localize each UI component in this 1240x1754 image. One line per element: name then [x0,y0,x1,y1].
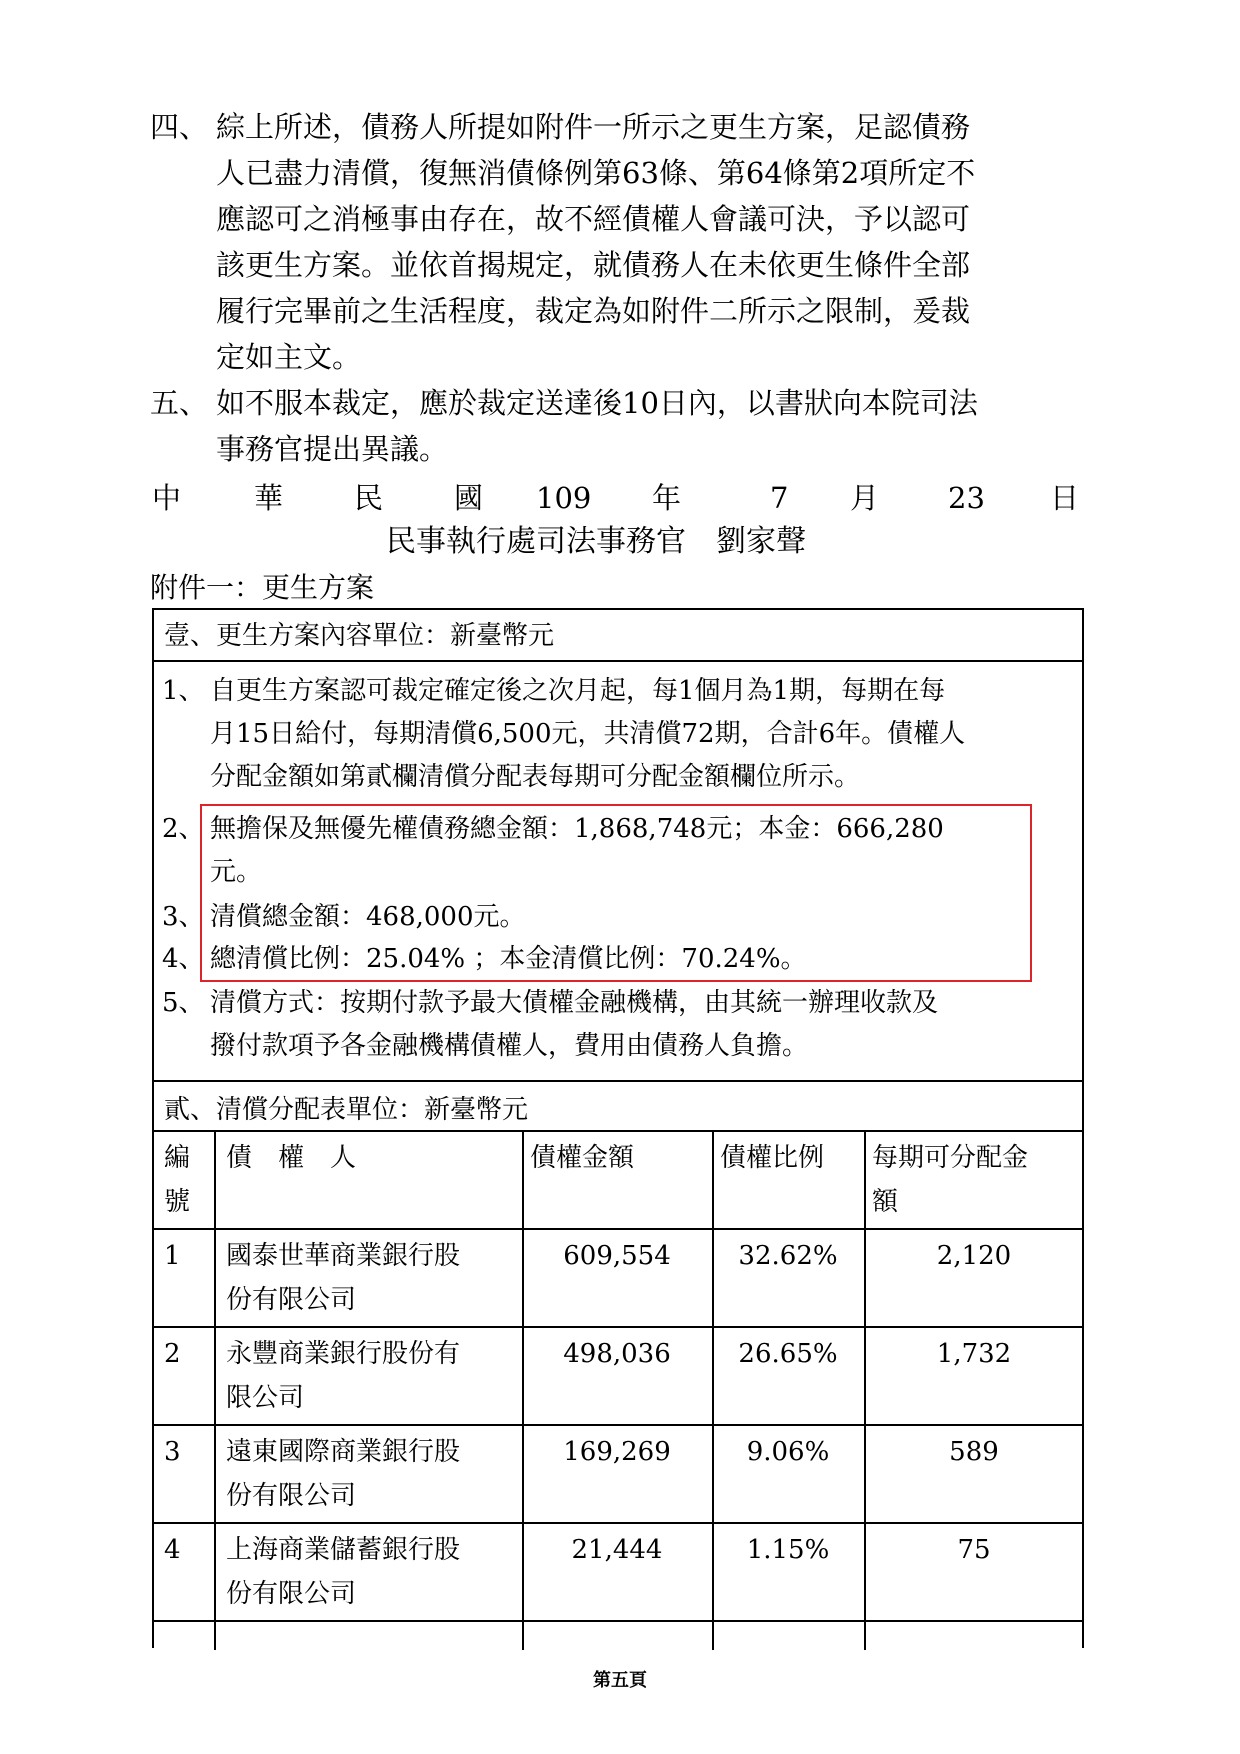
header-amount: 債權金額 [530,1143,635,1173]
column-divider [864,1130,866,1650]
paragraph-4 [150,104,1090,380]
date-day: 23 [948,481,985,515]
row-amount: 21,444 [571,1535,663,1565]
divider [154,660,1082,662]
item-line: 無擔保及無優先權債務總金額：1,868,748元；本金：666,280 [210,814,944,844]
plan-table [152,608,1084,1648]
attachment-title: 附件一：更生方案 [150,571,375,604]
row-creditor: 份有限公司 [226,1579,357,1609]
row-creditor: 永豐商業銀行股份有 [226,1339,461,1369]
row-divider [154,1326,1082,1328]
row-ratio: 9.06% [746,1437,830,1467]
paragraph-number: 五、 [150,386,209,420]
row-creditor: 上海商業儲蓄銀行股 [226,1535,461,1565]
date-month: 7 [770,481,789,515]
paragraph-5 [150,380,1090,472]
date-char: 民 [354,481,384,515]
date-char: 國 [454,481,484,515]
row-no: 4 [164,1535,181,1565]
date-line [150,478,1090,518]
paragraph-line: 該更生方案。並依首揭規定，就債務人在未依更生條件全部 [216,248,971,282]
row-divider [154,1424,1082,1426]
item-number: 4、 [162,944,205,974]
item-line: 分配金額如第貳欄清償分配表每期可分配金額欄位所示。 [210,762,861,792]
column-divider [522,1130,524,1650]
row-no: 1 [164,1241,181,1271]
date-char: 中 [152,481,182,515]
row-amount: 609,554 [563,1241,671,1271]
paragraph-line: 履行完畢前之生活程度，裁定為如附件二所示之限制，爰裁 [216,294,971,328]
row-creditor: 份有限公司 [226,1285,357,1315]
date-char: 華 [254,481,284,515]
paragraph-line: 如不服本裁定，應於裁定送達後10日內，以書狀向本院司法 [216,386,978,420]
paragraph-line: 事務官提出異議。 [216,432,449,466]
row-amount: 498,036 [563,1339,671,1369]
row-ratio: 26.65% [738,1339,838,1369]
item-line: 元。 [210,857,263,887]
date-year: 109 [536,481,592,515]
plan-item-1 [162,670,1072,799]
item-line: 清償方式：按期付款予最大債權金融機構，由其統一辦理收款及 [210,988,939,1018]
paragraph-line: 應認可之消極事由存在，故不經債權人會議可決，予以認可 [216,202,971,236]
row-amount: 169,269 [563,1437,671,1467]
paragraph-line: 定如主文。 [216,340,362,374]
item-line: 總清償比例：25.04% ；本金清償比例：70.24%。 [210,944,807,974]
item-number: 2、 [162,814,205,844]
column-divider [712,1130,714,1650]
row-creditor: 份有限公司 [226,1481,357,1511]
header-no-1: 編 [164,1143,191,1173]
divider [154,1080,1082,1082]
item-line: 自更生方案認可裁定確定後之次月起，每1個月為1期，每期在每 [210,676,946,706]
item-number: 3、 [162,902,205,932]
item-line: 撥付款項予各金融機構債權人，費用由債務人負擔。 [210,1031,809,1061]
row-per-period: 75 [957,1535,991,1565]
item-number: 5、 [162,988,205,1018]
item-line: 月15日給付，每期清償6,500元，共清償72期，合計6年。債權人 [210,719,966,749]
header-per-period-2: 額 [872,1187,899,1217]
paragraph-line: 人已盡力清償，復無消債條例第63條、第64條第2項所定不 [216,156,976,190]
row-per-period: 1,732 [936,1339,1012,1369]
column-divider [214,1130,216,1650]
row-ratio: 32.62% [738,1241,838,1271]
header-ratio: 債權比例 [720,1143,825,1173]
signer-line: 民事執行處司法事務官 劉家聲 [386,524,806,559]
row-no: 2 [164,1339,181,1369]
section-2-title: 貳、清償分配表單位：新臺幣元 [164,1095,529,1125]
divider [154,1130,1082,1132]
item-number: 1、 [162,676,205,706]
row-per-period: 589 [949,1437,999,1467]
page-number: 第五頁 [593,1670,647,1691]
plan-item-5 [162,982,1072,1068]
row-divider [154,1522,1082,1524]
header-creditor: 債 權 人 [226,1143,357,1173]
row-creditor: 國泰世華商業銀行股 [226,1241,461,1271]
item-line: 清償總金額：468,000元。 [210,902,526,932]
date-char: 年 [652,481,682,515]
row-creditor: 限公司 [226,1383,305,1413]
row-divider [154,1228,1082,1230]
header-no-2: 號 [164,1187,191,1217]
section-1-title: 壹、更生方案內容單位：新臺幣元 [164,621,555,651]
row-per-period: 2,120 [936,1241,1012,1271]
row-ratio: 1.15% [746,1535,830,1565]
header-per-period-1: 每期可分配金 [872,1143,1029,1173]
highlight-box [200,804,1032,982]
date-char: 月 [850,481,880,515]
paragraph-line: 綜上所述，債務人所提如附件一所示之更生方案，足認債務 [216,110,971,144]
row-creditor: 遠東國際商業銀行股 [226,1437,461,1467]
row-no: 3 [164,1437,181,1467]
row-divider [154,1620,1082,1622]
paragraph-number: 四、 [150,110,209,144]
date-char: 日 [1050,481,1080,515]
